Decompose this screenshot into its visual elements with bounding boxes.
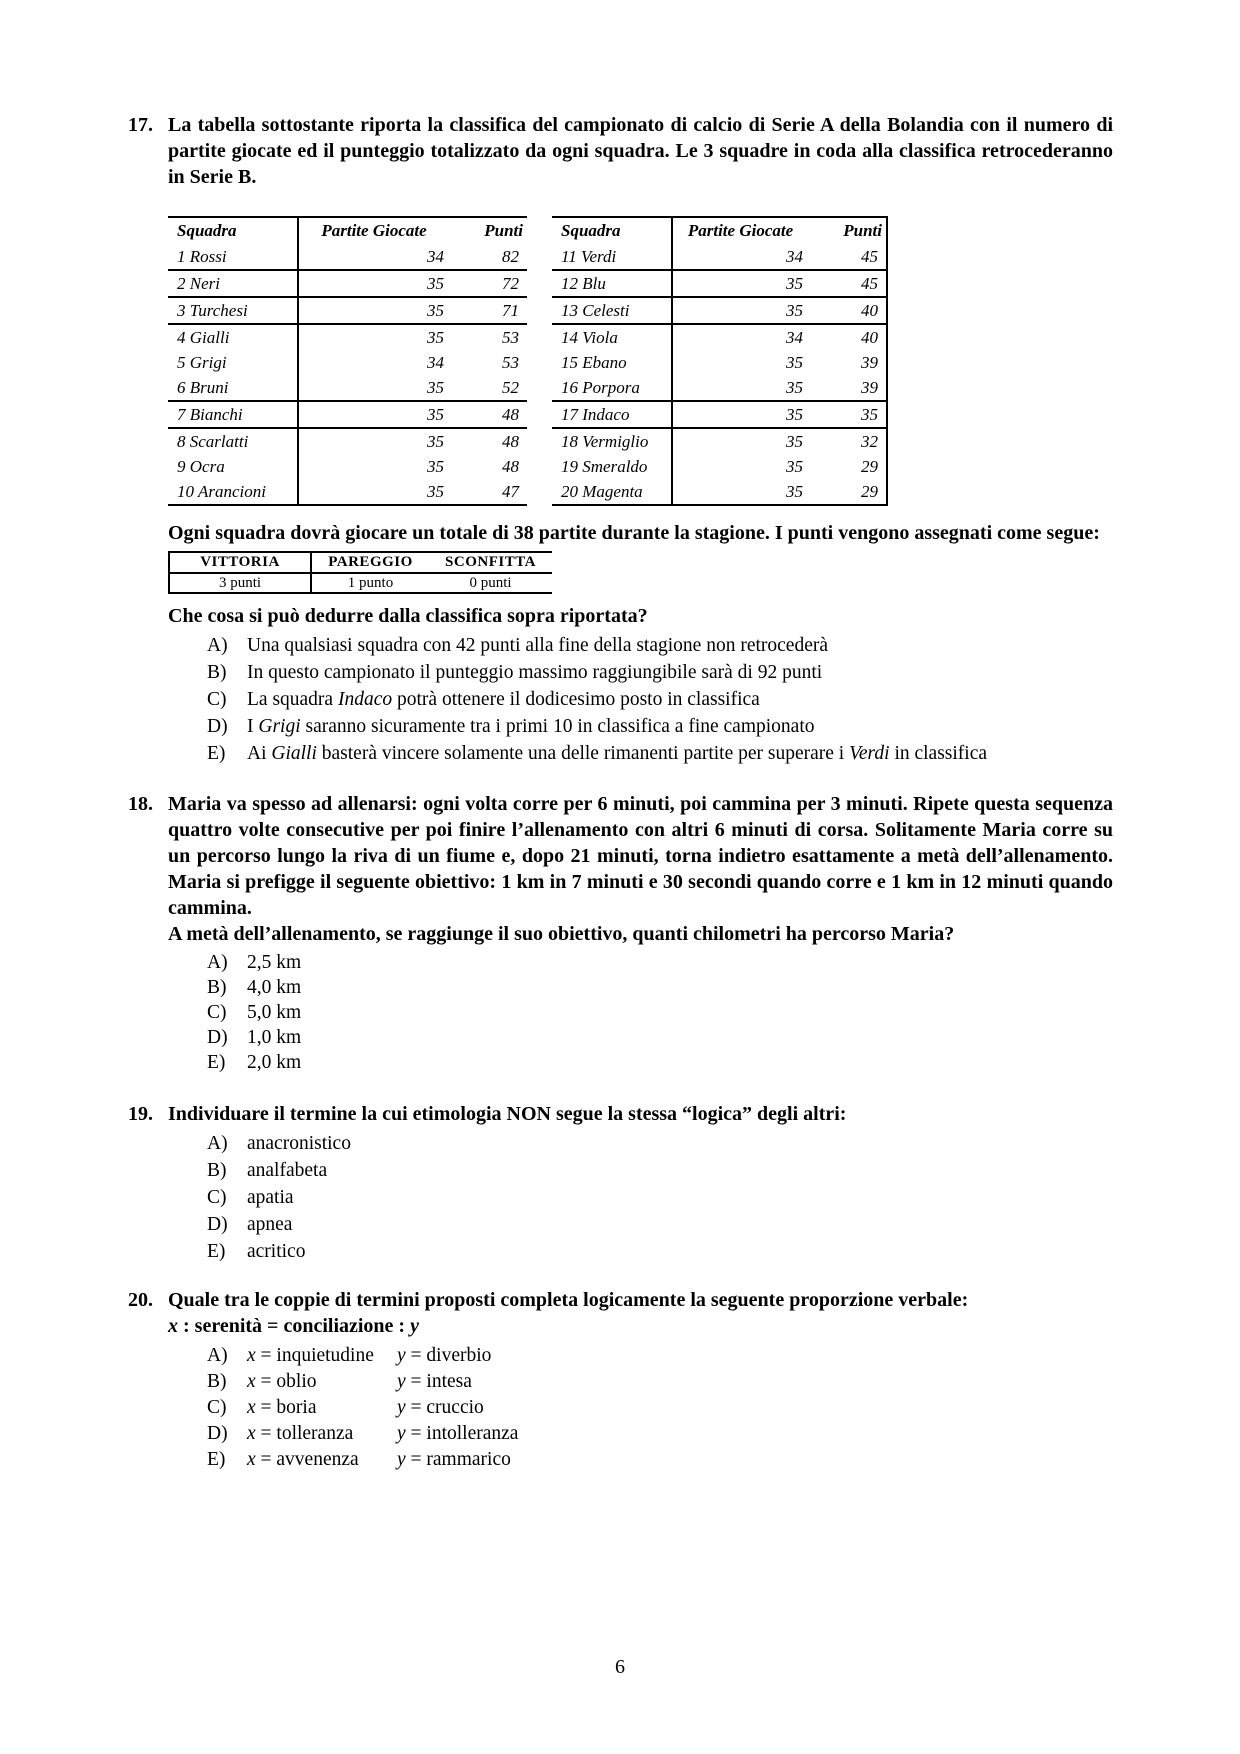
option-letter: B) xyxy=(207,1371,227,1392)
question-18 xyxy=(128,791,1113,1075)
cell-punti: 39 xyxy=(808,375,887,401)
question-17-middle-text: Ogni squadra dovrà giocare un totale di 38 partite durante la stagione. I punti vengono assegnati come segue: xyxy=(168,522,1100,544)
cell-punti: 82 xyxy=(449,244,527,270)
cell-partite-giocate: 35 xyxy=(298,270,449,297)
league-tables xyxy=(168,216,1113,506)
cell-partite-giocate: 34 xyxy=(672,244,808,270)
option-letter: D) xyxy=(207,716,228,737)
league-row xyxy=(552,479,887,505)
option-text: In questo campionato il punteggio massimo raggiungibile sarà di 92 punti xyxy=(247,662,823,683)
points-header-sconfitta: SCONFITTA xyxy=(429,552,552,573)
option-e xyxy=(207,1050,1113,1075)
cell-punti: 71 xyxy=(449,297,527,324)
option-letter: A) xyxy=(207,952,228,973)
cell-partite-giocate: 34 xyxy=(298,350,449,375)
cell-squadra: 4 Gialli xyxy=(177,327,230,347)
option-letter: E) xyxy=(207,743,226,764)
option-letter: A) xyxy=(207,1345,228,1366)
page-content xyxy=(128,112,1113,1473)
points-value-vittoria: 3 punti xyxy=(169,573,311,593)
question-18-head xyxy=(128,791,1113,921)
option-y-value: y = intolleranza xyxy=(397,1423,519,1444)
option-text: Una qualsiasi squadra con 42 punti alla fine della stagione non retrocederà xyxy=(247,635,829,656)
question-18-question: A metà dell’allenamento, se raggiunge il suo obiettivo, quanti chilometri ha percorso Maria? xyxy=(168,923,955,945)
cell-punti: 45 xyxy=(808,244,887,270)
cell-punti: 39 xyxy=(861,352,878,372)
cell-punti: 40 xyxy=(861,327,878,347)
question-17-options xyxy=(128,632,1113,767)
option-e xyxy=(207,1238,1113,1265)
cell-squadra: 19 Smeraldo xyxy=(561,456,648,476)
question-18-body: Maria va spesso ad allenarsi: ogni volta corre per 6 minuti, poi cammina per 3 minuti. Ripete questa sequenza quattro volte consecutive per poi finire l’allenamento con altri 6 minuti di corsa. Solitamente Maria corre su un percorso lungo la riva di un fiume e, dopo 21 minuti, torna indietro esattamente a metà dell’allenamento. Maria si prefigge il seguente obiettivo: 1 km in 7 minuti e 30 secondi quando corre e 1 km in 12 minuti quando cammina. xyxy=(168,793,1113,919)
league-table-right xyxy=(552,216,888,506)
cell-punti: 40 xyxy=(808,297,887,324)
question-19-head xyxy=(128,1101,1113,1127)
option-a xyxy=(207,1130,1113,1157)
column-header-punti: Punti xyxy=(843,221,882,240)
option-text: acritico xyxy=(247,1241,306,1262)
option-c xyxy=(207,1184,1113,1211)
option-text: 1,0 km xyxy=(247,1027,302,1048)
option-letter: E) xyxy=(207,1052,226,1073)
cell-squadra: 5 Grigi xyxy=(177,352,227,372)
league-row xyxy=(168,479,527,505)
column-header-partite-giocate: Partite Giocate xyxy=(298,217,449,244)
option-b xyxy=(207,659,1113,686)
option-letter: C) xyxy=(207,1187,227,1208)
cell-squadra: 16 Porpora xyxy=(552,375,672,401)
option-letter: A) xyxy=(207,1133,228,1154)
option-letter: D) xyxy=(207,1027,228,1048)
option-d xyxy=(207,1211,1113,1238)
cell-squadra: 2 Neri xyxy=(168,270,298,297)
question-19-question: Individuare il termine la cui etimologia NON segue la stessa “logica” degli altri: xyxy=(168,1103,847,1125)
option-a xyxy=(207,1343,1113,1369)
cell-partite-giocate: 35 xyxy=(672,401,808,428)
cell-squadra: 17 Indaco xyxy=(552,401,672,428)
cell-partite-giocate: 34 xyxy=(672,324,808,350)
cell-punti: 32 xyxy=(861,431,878,451)
points-header-pareggio: PAREGGIO xyxy=(311,552,429,573)
option-e xyxy=(207,740,1113,767)
cell-partite-giocate: 35 xyxy=(298,324,449,350)
cell-partite-giocate: 34 xyxy=(298,244,449,270)
question-number: 20. xyxy=(128,1289,153,1311)
question-18-options xyxy=(128,950,1113,1075)
option-letter: B) xyxy=(207,977,227,998)
option-text: anacronistico xyxy=(247,1133,351,1154)
question-19-options xyxy=(128,1130,1113,1265)
question-number: 19. xyxy=(128,1103,153,1125)
points-table xyxy=(168,551,552,594)
option-text: 4,0 km xyxy=(247,977,302,998)
points-header-vittoria: VITTORIA xyxy=(169,552,311,573)
question-17-intro: La tabella sottostante riporta la classifica del campionato di calcio di Serie A della Bolandia con il numero di partite giocate ed il punteggio totalizzato da ogni squadra. Le 3 squadre in coda alla classifica retrocederanno in Serie B. xyxy=(168,114,1113,188)
cell-punti: 52 xyxy=(449,375,527,401)
option-text: 5,0 km xyxy=(247,1002,302,1023)
cell-punti: 53 xyxy=(502,327,519,347)
cell-partite-giocate: 35 xyxy=(672,479,808,505)
question-17-head xyxy=(128,112,1113,190)
question-number: 18. xyxy=(128,793,153,815)
league-row xyxy=(168,297,527,324)
option-y-value: y = diverbio xyxy=(397,1345,492,1366)
cell-squadra: 8 Scarlatti xyxy=(177,431,249,451)
question-20-question: Quale tra le coppie di termini proposti completa logicamente la seguente proporzione verbale: xyxy=(168,1289,969,1311)
option-letter: E) xyxy=(207,1241,226,1262)
league-row xyxy=(168,324,527,350)
league-row xyxy=(168,428,527,454)
cell-squadra: 10 Arancioni xyxy=(168,479,298,505)
cell-punti: 45 xyxy=(808,270,887,297)
cell-squadra: 20 Magenta xyxy=(552,479,672,505)
option-x-value: x = tolleranza xyxy=(247,1423,354,1444)
option-x-value: x = boria xyxy=(247,1397,317,1418)
cell-punti: 53 xyxy=(502,352,519,372)
league-row xyxy=(552,244,887,270)
option-a xyxy=(207,632,1113,659)
column-header-punti: Punti xyxy=(484,221,523,240)
option-y-value: y = rammarico xyxy=(397,1449,511,1470)
cell-squadra: 1 Rossi xyxy=(168,244,298,270)
option-letter: B) xyxy=(207,662,227,683)
page-number: 6 xyxy=(615,1656,625,1678)
column-header-squadra: Squadra xyxy=(561,221,621,240)
cell-squadra: 9 Ocra xyxy=(177,456,225,476)
league-row xyxy=(168,244,527,270)
league-row xyxy=(552,375,887,401)
points-value-sconfitta: 0 punti xyxy=(469,574,512,591)
league-table-left xyxy=(168,216,527,506)
cell-squadra: 11 Verdi xyxy=(552,244,672,270)
option-letter: D) xyxy=(207,1214,228,1235)
cell-punti: 72 xyxy=(449,270,527,297)
cell-partite-giocate: 35 xyxy=(298,375,449,401)
league-row xyxy=(552,401,887,428)
option-a xyxy=(207,950,1113,975)
option-text: apatia xyxy=(247,1187,294,1208)
option-e xyxy=(207,1447,1113,1473)
column-header-squadra: Squadra xyxy=(177,221,237,240)
option-x-value: x = avvenenza xyxy=(247,1449,359,1470)
league-row xyxy=(552,350,887,375)
option-d xyxy=(207,713,1113,740)
option-x-value: x = oblio xyxy=(247,1371,317,1392)
option-letter: A) xyxy=(207,635,228,656)
cell-squadra: 15 Ebano xyxy=(561,352,627,372)
cell-punti: 29 xyxy=(808,479,887,505)
option-d xyxy=(207,1421,1113,1447)
league-header-row xyxy=(552,217,887,244)
league-row xyxy=(168,350,527,375)
cell-punti: 48 xyxy=(449,401,527,428)
cell-punti: 35 xyxy=(808,401,887,428)
option-letter: E) xyxy=(207,1449,226,1470)
cell-squadra: 3 Turchesi xyxy=(168,297,298,324)
league-row xyxy=(168,454,527,479)
league-row xyxy=(552,324,887,350)
cell-partite-giocate: 35 xyxy=(298,401,449,428)
cell-partite-giocate: 35 xyxy=(298,297,449,324)
verbal-proportion: x : serenità = conciliazione : y xyxy=(168,1315,419,1337)
cell-punti: 48 xyxy=(502,431,519,451)
question-number: 17. xyxy=(128,114,153,136)
league-row xyxy=(168,401,527,428)
option-text: 2,5 km xyxy=(247,952,302,973)
league-row xyxy=(168,270,527,297)
option-b xyxy=(207,1369,1113,1395)
cell-squadra: 12 Blu xyxy=(552,270,672,297)
option-letter: C) xyxy=(207,1002,227,1023)
points-value-pareggio: 1 punto xyxy=(347,574,394,591)
cell-squadra: 14 Viola xyxy=(561,327,618,347)
cell-punti: 48 xyxy=(502,456,519,476)
question-20 xyxy=(128,1287,1113,1473)
league-row xyxy=(168,375,527,401)
question-20-head xyxy=(128,1287,1113,1313)
option-c xyxy=(207,686,1113,713)
option-letter: B) xyxy=(207,1160,227,1181)
cell-squadra: 7 Bianchi xyxy=(168,401,298,428)
cell-partite-giocate: 35 xyxy=(672,454,808,479)
question-20-options xyxy=(128,1343,1113,1473)
option-c xyxy=(207,1000,1113,1025)
option-c xyxy=(207,1395,1113,1421)
cell-partite-giocate: 35 xyxy=(672,270,808,297)
points-header-row xyxy=(169,552,552,573)
cell-partite-giocate: 35 xyxy=(298,454,449,479)
column-header-partite-giocate: Partite Giocate xyxy=(672,217,808,244)
cell-partite-giocate: 35 xyxy=(672,297,808,324)
option-text: La squadra Indaco potrà ottenere il dodicesimo posto in classifica xyxy=(247,689,760,710)
question-17 xyxy=(128,112,1113,767)
league-row xyxy=(552,428,887,454)
option-letter: C) xyxy=(207,689,227,710)
cell-squadra: 18 Vermiglio xyxy=(561,431,649,451)
league-header-row xyxy=(168,217,527,244)
points-value-row xyxy=(169,573,552,593)
option-letter: C) xyxy=(207,1397,227,1418)
question-17-question: Che cosa si può dedurre dalla classifica sopra riportata? xyxy=(168,605,648,627)
option-b xyxy=(207,975,1113,1000)
option-d xyxy=(207,1025,1113,1050)
cell-squadra: 13 Celesti xyxy=(552,297,672,324)
option-text: Ai Gialli basterà vincere solamente una delle rimanenti partite per superare i Verdi in classifica xyxy=(247,743,988,764)
cell-squadra: 6 Bruni xyxy=(168,375,298,401)
option-text: apnea xyxy=(247,1214,293,1235)
cell-punti: 47 xyxy=(449,479,527,505)
option-y-value: y = intesa xyxy=(397,1371,472,1392)
cell-partite-giocate: 35 xyxy=(672,428,808,454)
option-letter: D) xyxy=(207,1423,228,1444)
question-19 xyxy=(128,1101,1113,1265)
league-row xyxy=(552,270,887,297)
option-text: I Grigi saranno sicuramente tra i primi 10 in classifica a fine campionato xyxy=(247,716,815,737)
cell-partite-giocate: 35 xyxy=(298,428,449,454)
option-text: 2,0 km xyxy=(247,1052,302,1073)
cell-partite-giocate: 35 xyxy=(672,350,808,375)
option-x-value: x = inquietudine xyxy=(247,1345,374,1366)
option-b xyxy=(207,1157,1113,1184)
cell-punti: 29 xyxy=(861,456,878,476)
cell-partite-giocate: 35 xyxy=(672,375,808,401)
option-text: analfabeta xyxy=(247,1160,328,1181)
league-row xyxy=(552,454,887,479)
option-y-value: y = cruccio xyxy=(397,1397,484,1418)
cell-partite-giocate: 35 xyxy=(298,479,449,505)
league-row xyxy=(552,297,887,324)
